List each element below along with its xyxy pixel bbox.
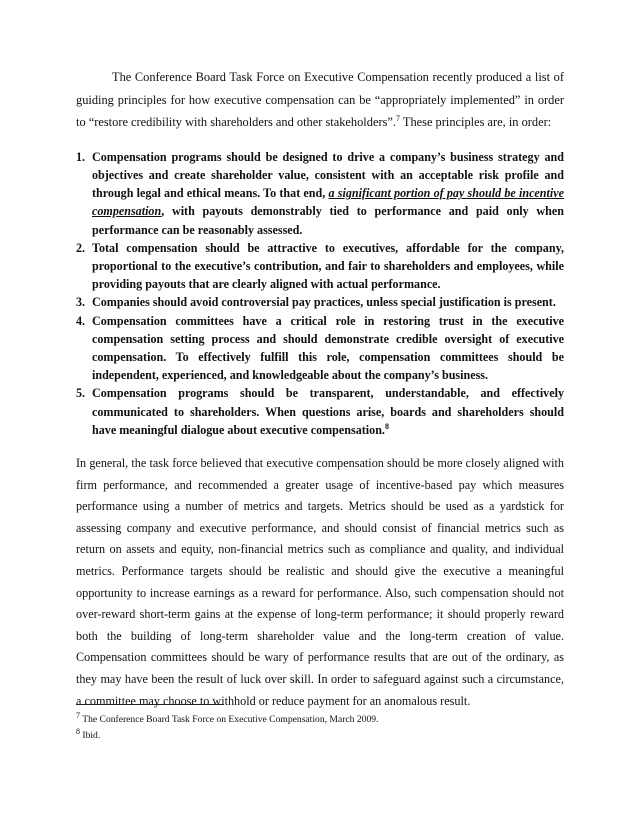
principle-text: Companies should avoid controversial pay practices, unless special justification is present. bbox=[92, 295, 556, 310]
principle-text: Compensation programs should be transparent, understandable, and effectively communicated to shareholders. When questions arise, boards and shareholders should have meaningful dialogue about executive compensation. bbox=[92, 386, 564, 437]
principle-text: Total compensation should be attractive to executives, affordable for the company, proportional to the executive’s contribution, and fair to shareholders and employees, while providing payouts that are clearly aligned with actual performance. bbox=[92, 240, 564, 292]
general-paragraph: In general, the task force believed that executive compensation should be more closely aligned with firm performance, and recommended a greater usage of incentive-based pay which measures performance using a number of metrics and targets. Metrics should be used as a yardstick for assessing company and executive performance, and should consist of financial metrics such as return on assets and equity, non-financial metrics such as compliance and quality, and individual metrics. Performance targets should be realistic and should give the executive a meaningful opportunity to increase earnings as a reward for performance. Also, such compensation should not over-reward short-term gains at the expense of long-term performance; it should properly reward both the building of long-term shareholder value and the long-term creation of value. Compensation committees should be wary of performance results that are out of the ordinary, as they may have been the result of luck over skill. In order to safeguard against such a circumstance, a committee may choose to withhold or reduce payment for an anomalous result. bbox=[76, 456, 564, 708]
footnotes bbox=[76, 712, 564, 743]
principle-text-end: , with payouts demonstrably tied to performance and paid only when performance can be reasonably assessed. bbox=[92, 204, 564, 237]
footnote-ref-7[interactable]: 7 bbox=[396, 114, 400, 124]
footnote-8 bbox=[76, 728, 564, 744]
intro-text-end: These principles are, in order: bbox=[400, 115, 552, 130]
footnote-text: Ibid. bbox=[80, 729, 101, 741]
principle-number: 4. bbox=[76, 313, 86, 328]
principle-emphasis: a significant portion of pay should be incentive compensation bbox=[92, 186, 564, 219]
principle-number: 3. bbox=[76, 295, 86, 310]
principle-item-5 bbox=[76, 384, 564, 439]
footnote-number: 7 bbox=[76, 710, 80, 720]
document-page bbox=[76, 66, 564, 712]
principles-list bbox=[76, 148, 564, 439]
footnote-7 bbox=[76, 712, 564, 728]
footnote-number: 8 bbox=[76, 726, 80, 736]
principle-item-4 bbox=[76, 312, 564, 385]
principle-text: Compensation committees have a critical role in restoring trust in the executive compensation setting process and should demonstrate credible oversight of executive compensation. To effectively fulfill this role, compensation committees should be independent, experienced, and knowledgeable about the company’s business. bbox=[92, 313, 564, 383]
footnote-ref-8[interactable]: 8 bbox=[384, 421, 389, 431]
intro-paragraph bbox=[76, 66, 564, 134]
principle-number: 5. bbox=[76, 386, 86, 401]
principle-item-1 bbox=[76, 148, 564, 239]
footnote-text: The Conference Board Task Force on Executive Compensation, March 2009. bbox=[80, 714, 379, 725]
intro-text: The Conference Board Task Force on Executive Compensation recently produced a list of guiding principles for how executive compensation can be “appropriately implemented” in order to “restore credibility with shareholders and other stakeholders”. bbox=[76, 70, 564, 130]
principle-number: 2. bbox=[76, 240, 86, 255]
principle-item-3 bbox=[76, 293, 564, 311]
footnote-separator bbox=[76, 704, 224, 705]
principle-text: Compensation programs should be designed to drive a company’s business strategy and objectives and create shareholder value, consistent with an acceptable risk profile and through legal and ethical means. To that end, bbox=[92, 149, 564, 201]
principle-item-2 bbox=[76, 239, 564, 294]
principle-number: 1. bbox=[76, 149, 86, 164]
